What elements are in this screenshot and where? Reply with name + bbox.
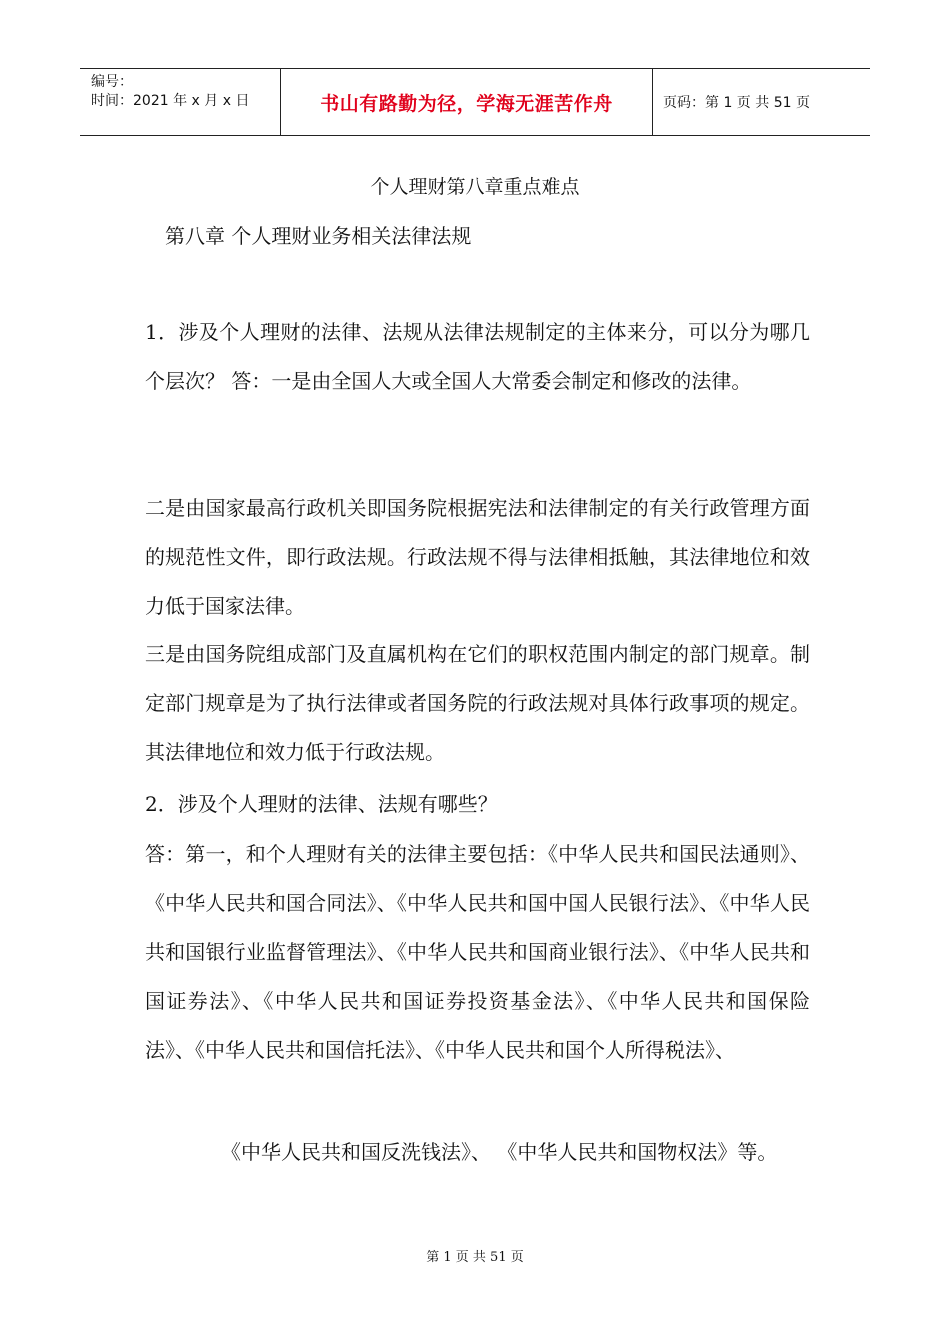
paragraph: 答：第一，和个人理财有关的法律主要包括：《中华人民共和国民法通则》、《中华人民共和国合同法》、《中华人民共和国中国人民银行法》、《中华人民共和国银行业监督管理法》、《中华人民共和国商业银行法》、《中华人民共和国证券法》、《中华人民共和国证券投资基金法》、《中华人民共和国保险法》、《中华人民共和国信托法》、《中华人民共和国个人所得税法》、	[145, 842, 810, 1062]
chapter-heading: 第八章 个人理财业务相关法律法规	[165, 224, 472, 248]
paragraph: 2．涉及个人理财的法律、法规有哪些？	[145, 792, 498, 816]
document-title: 个人理财第八章重点难点	[370, 176, 580, 198]
paragraph: 二是由国家最高行政机关即国务院根据宪法和法律制定的有关行政管理方面的规范性文件，即行政法规。行政法规不得与法律相抵触，其法律地位和效力低于国家法律。	[145, 496, 810, 618]
page-footer: 第 1 页 共 51 页	[426, 1250, 524, 1265]
date-label: 时间：2021 年 x 月 x 日	[91, 93, 250, 109]
paragraph: 1．涉及个人理财的法律、法规从法律法规制定的主体来分，可以分为哪几个层次？ 答：一是由全国人大或全国人大常委会制定和修改的法律。	[145, 320, 810, 393]
number-label: 编号：	[91, 74, 133, 90]
header-motto: 书山有路勤为径，学海无涯苦作舟	[281, 69, 653, 135]
header-page-info: 页码：第 1 页 共 51 页	[663, 95, 810, 111]
header-meta	[80, 69, 281, 135]
paragraph: 《中华人民共和国反洗钱法》、 《中华人民共和国物权法》等。	[221, 1140, 778, 1164]
page-header	[80, 68, 870, 136]
paragraph: 三是由国务院组成部门及直属机构在它们的职权范围内制定的部门规章。制定部门规章是为了执行法律或者国务院的行政法规对具体行政事项的规定。其法律地位和效力低于行政法规。	[145, 642, 810, 764]
